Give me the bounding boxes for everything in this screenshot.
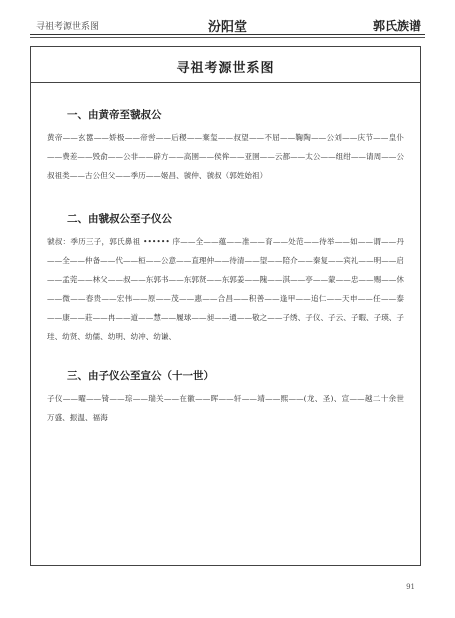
- content-frame: [30, 46, 421, 566]
- page-number: 91: [406, 583, 415, 591]
- page-header: [30, 14, 425, 36]
- header-rule-thick: [30, 34, 425, 35]
- title-divider: [31, 82, 420, 83]
- section-body-3: 子仪——曜——锜——琮——瑞关——在徽——晖——轩——靖——熙——(龙、圣)、宣——越二十余世 万盛、振温、福海: [47, 394, 404, 422]
- section-heading-3: 三、由子仪公至宣公（十一世）: [67, 370, 214, 382]
- section-heading-1: 一、由黄帝至虢叔公: [67, 109, 162, 121]
- section-heading-2: 二、由虢叔公至子仪公: [67, 213, 172, 225]
- header-left-title: 寻祖考源世系图: [36, 22, 100, 32]
- header-hall-name: 汾阳堂: [207, 20, 247, 35]
- header-rule-thin: [30, 37, 425, 38]
- section-body-1: 黄帝——玄嚣——娇极——帝喾——后稷——棄玺——叔望——不屈——鞠陶——公刘——庆节——皇仆——费差——毁俞——公非——辟方——高圉——侯侔——亚圉——云都——太公——组绀——请周——公叔祖类——古公但父——季历——姬昌、虢仲、虢叔（郭姓始祖）: [47, 133, 404, 180]
- page-title: 寻祖考源世系图: [176, 61, 275, 76]
- section-body-2: 虢叔：季历三子，郭氏鼻祖 •••••• 序——全——蕴——准——育——处范——待举——如——谓——丹——全——仲备——代——桓——公意——直理仲——待清——望——陪介——秦复——宾礼——明——启——孟莞——林父——叔——东郭书——东郭贤——东郭姜——隗——淇——亭——蒙——忠——赐——休——微——春贵——宏伟——原——茂——惠——合昌——积善——逢甲——追仁——天申——任——泰——康——莊——冉——道——慧——履球——昶——通——敬之——子绣、子仪、子云、子暇、子瑛、子珪、幼贤、幼儒、幼明、幼冲、幼谦、: [47, 237, 404, 341]
- header-genealogy-name: 郭氏族谱: [372, 19, 421, 33]
